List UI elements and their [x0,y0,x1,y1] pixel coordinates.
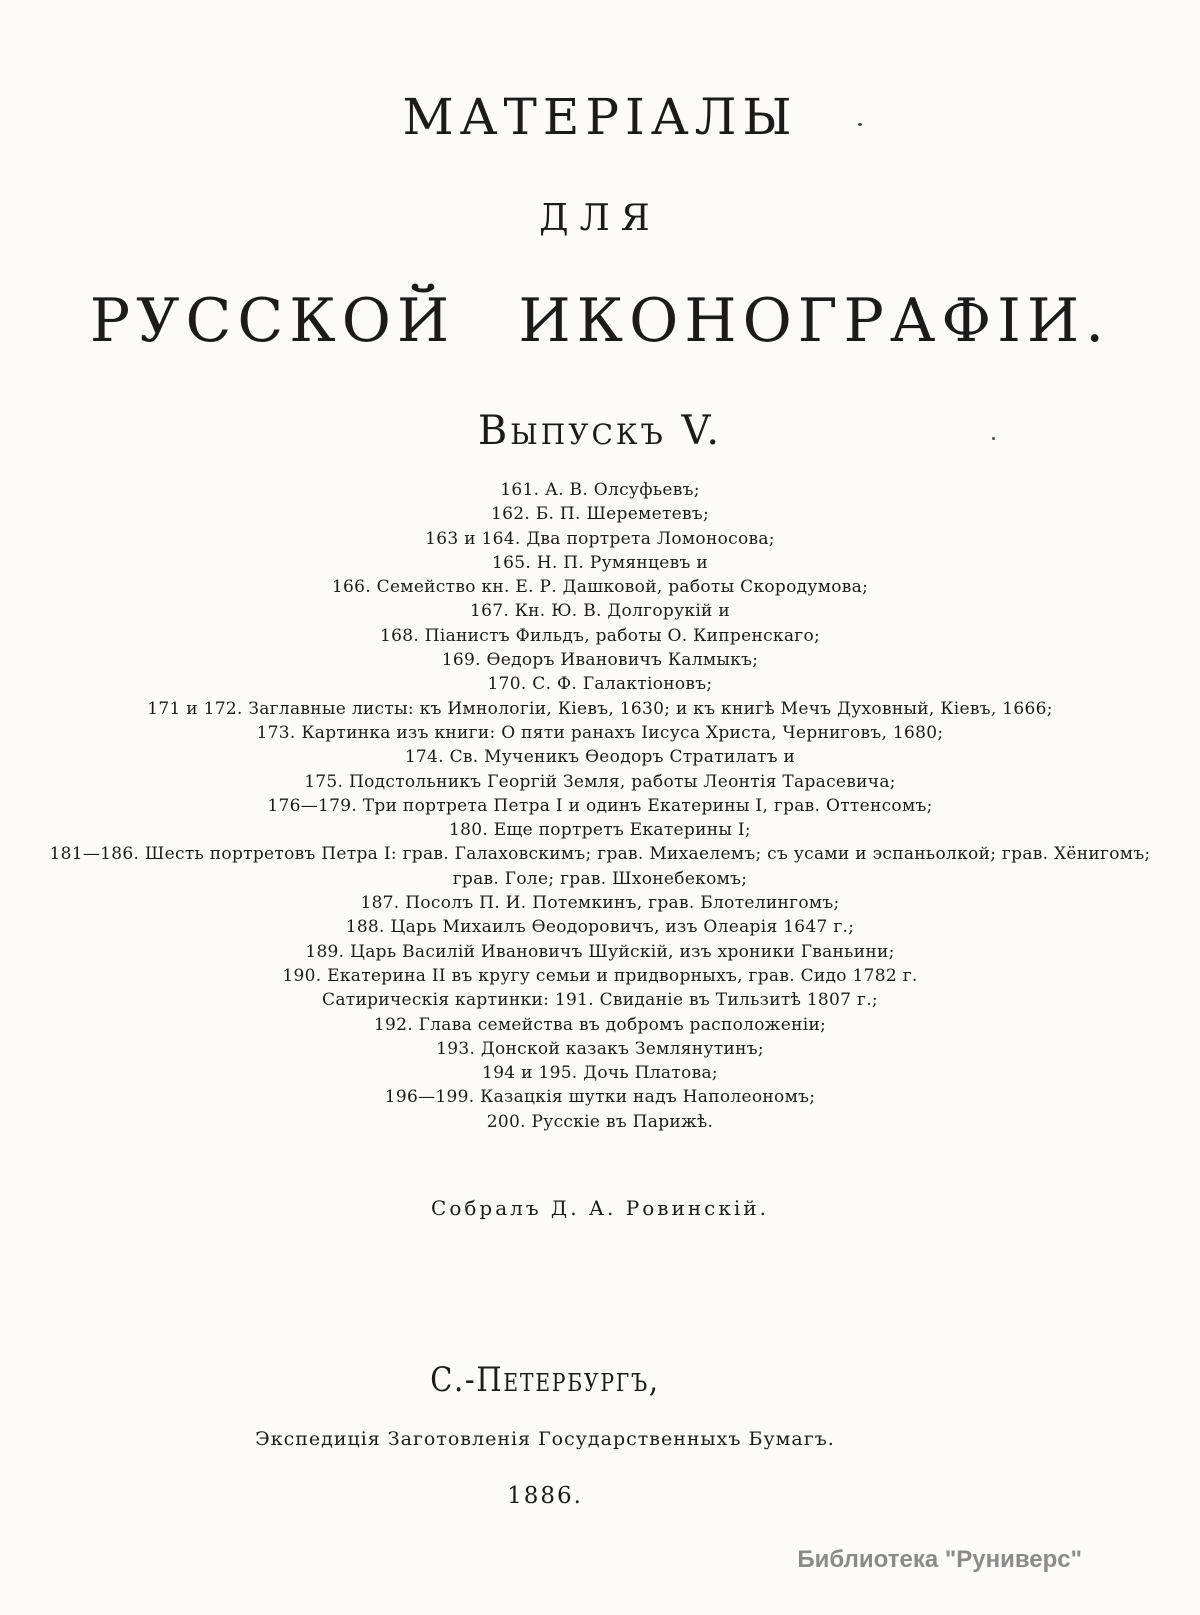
issue-heading: Выпускъ V. [477,408,723,454]
list-item: 176—179. Три портрета Петра I и одинъ Екатерины I, грав. Оттенсомъ; [267,795,933,816]
book-title-preposition: ДЛЯ [539,198,661,239]
book-title-subject: РУССКОЙ ИКОНОГРАФІИ. [89,286,1111,356]
scan-speck [992,437,995,440]
list-item: 171 и 172. Заглавные листы: къ Имнологіи, Кіевъ, 1630; и къ книгѣ Мечъ Духовный, Кіевъ, 1666; [147,698,1053,719]
imprint-publisher: Экспедиція Заготовленія Государственныхъ Бумагъ. [255,1428,835,1450]
list-item: 187. Посолъ П. И. Потемкинъ, грав. Блотелингомъ; [360,893,840,914]
list-item: 192. Глава семейства въ добромъ расположеніи; [373,1014,827,1035]
list-item: 189. Царь Василій Ивановичъ Шуйскій, изъ хроники Гваньини; [305,941,895,962]
list-item: 193. Донской казакъ Землянутинъ; [436,1038,764,1059]
list-item: 174. Св. Мученикъ Ѳеодоръ Стратилатъ и [404,747,796,768]
list-item: 196—199. Казацкія шутки надъ Наполеономъ; [384,1087,816,1108]
book-title-word: МАТЕРІАЛЫ [402,88,798,146]
list-item: 180. Еще портретъ Екатерины I; [449,820,751,841]
list-item: 200. Русскіе въ Парижѣ. [486,1111,714,1132]
list-item: 194 и 195. Дочь Платова; [482,1063,718,1084]
collector-line: Собралъ Д. А. Ровинскій. [431,1196,769,1220]
imprint-city: С.-Петербургъ, [430,1360,660,1400]
library-watermark: Библиотека "Руниверс" [797,1546,1082,1573]
contents-list [0,478,1200,1134]
list-item: 167. Кн. Ю. В. Долгорукій и [469,601,731,622]
list-item: 161. А. В. Олсуфьевъ; [500,480,700,500]
list-item: 173. Картинка изъ книги: О пяти ранахъ Іисуса Христа, Черниговъ, 1680; [256,722,944,743]
list-item: 181—186. Шесть портретовъ Петра I: грав. Галаховскимъ; грав. Михаелемъ; съ усами и эспаньолкой; грав. Хёнигомъ; [49,844,1151,865]
list-item: 163 и 164. Два портрета Ломоносова; [425,528,775,549]
list-item: 165. Н. П. Румянцевъ и [492,552,708,573]
scan-speck [858,123,862,126]
list-item: 190. Екатерина II въ кругу семьи и придворныхъ, грав. Сидо 1782 г. [282,965,918,986]
list-item-continuation: грав. Голе; грав. Шхонебекомъ; [452,868,748,889]
list-item: 169. Ѳедоръ Ивановичъ Калмыкъ; [441,650,759,671]
list-item: Сатирическія картинки: 191. Свиданіе въ Тильзитѣ 1807 г.; [322,990,878,1011]
list-item: 166. Семейство кн. Е. Р. Дашковой, работы Скородумова; [331,577,869,598]
imprint-year: 1886. [507,1483,583,1509]
list-item: 168. Піанистъ Фильдъ, работы О. Кипренскаго; [379,625,821,646]
list-item: 170. С. Ф. Галактіоновъ; [487,674,713,695]
list-item: 188. Царь Михаилъ Ѳеодоровичъ, изъ Олеарія 1647 г.; [345,917,855,938]
list-item: 175. Подстольникъ Георгій Земля, работы Леонтія Тарасевича; [304,771,896,792]
list-item: 162. Б. П. Шереметевъ; [490,504,710,525]
